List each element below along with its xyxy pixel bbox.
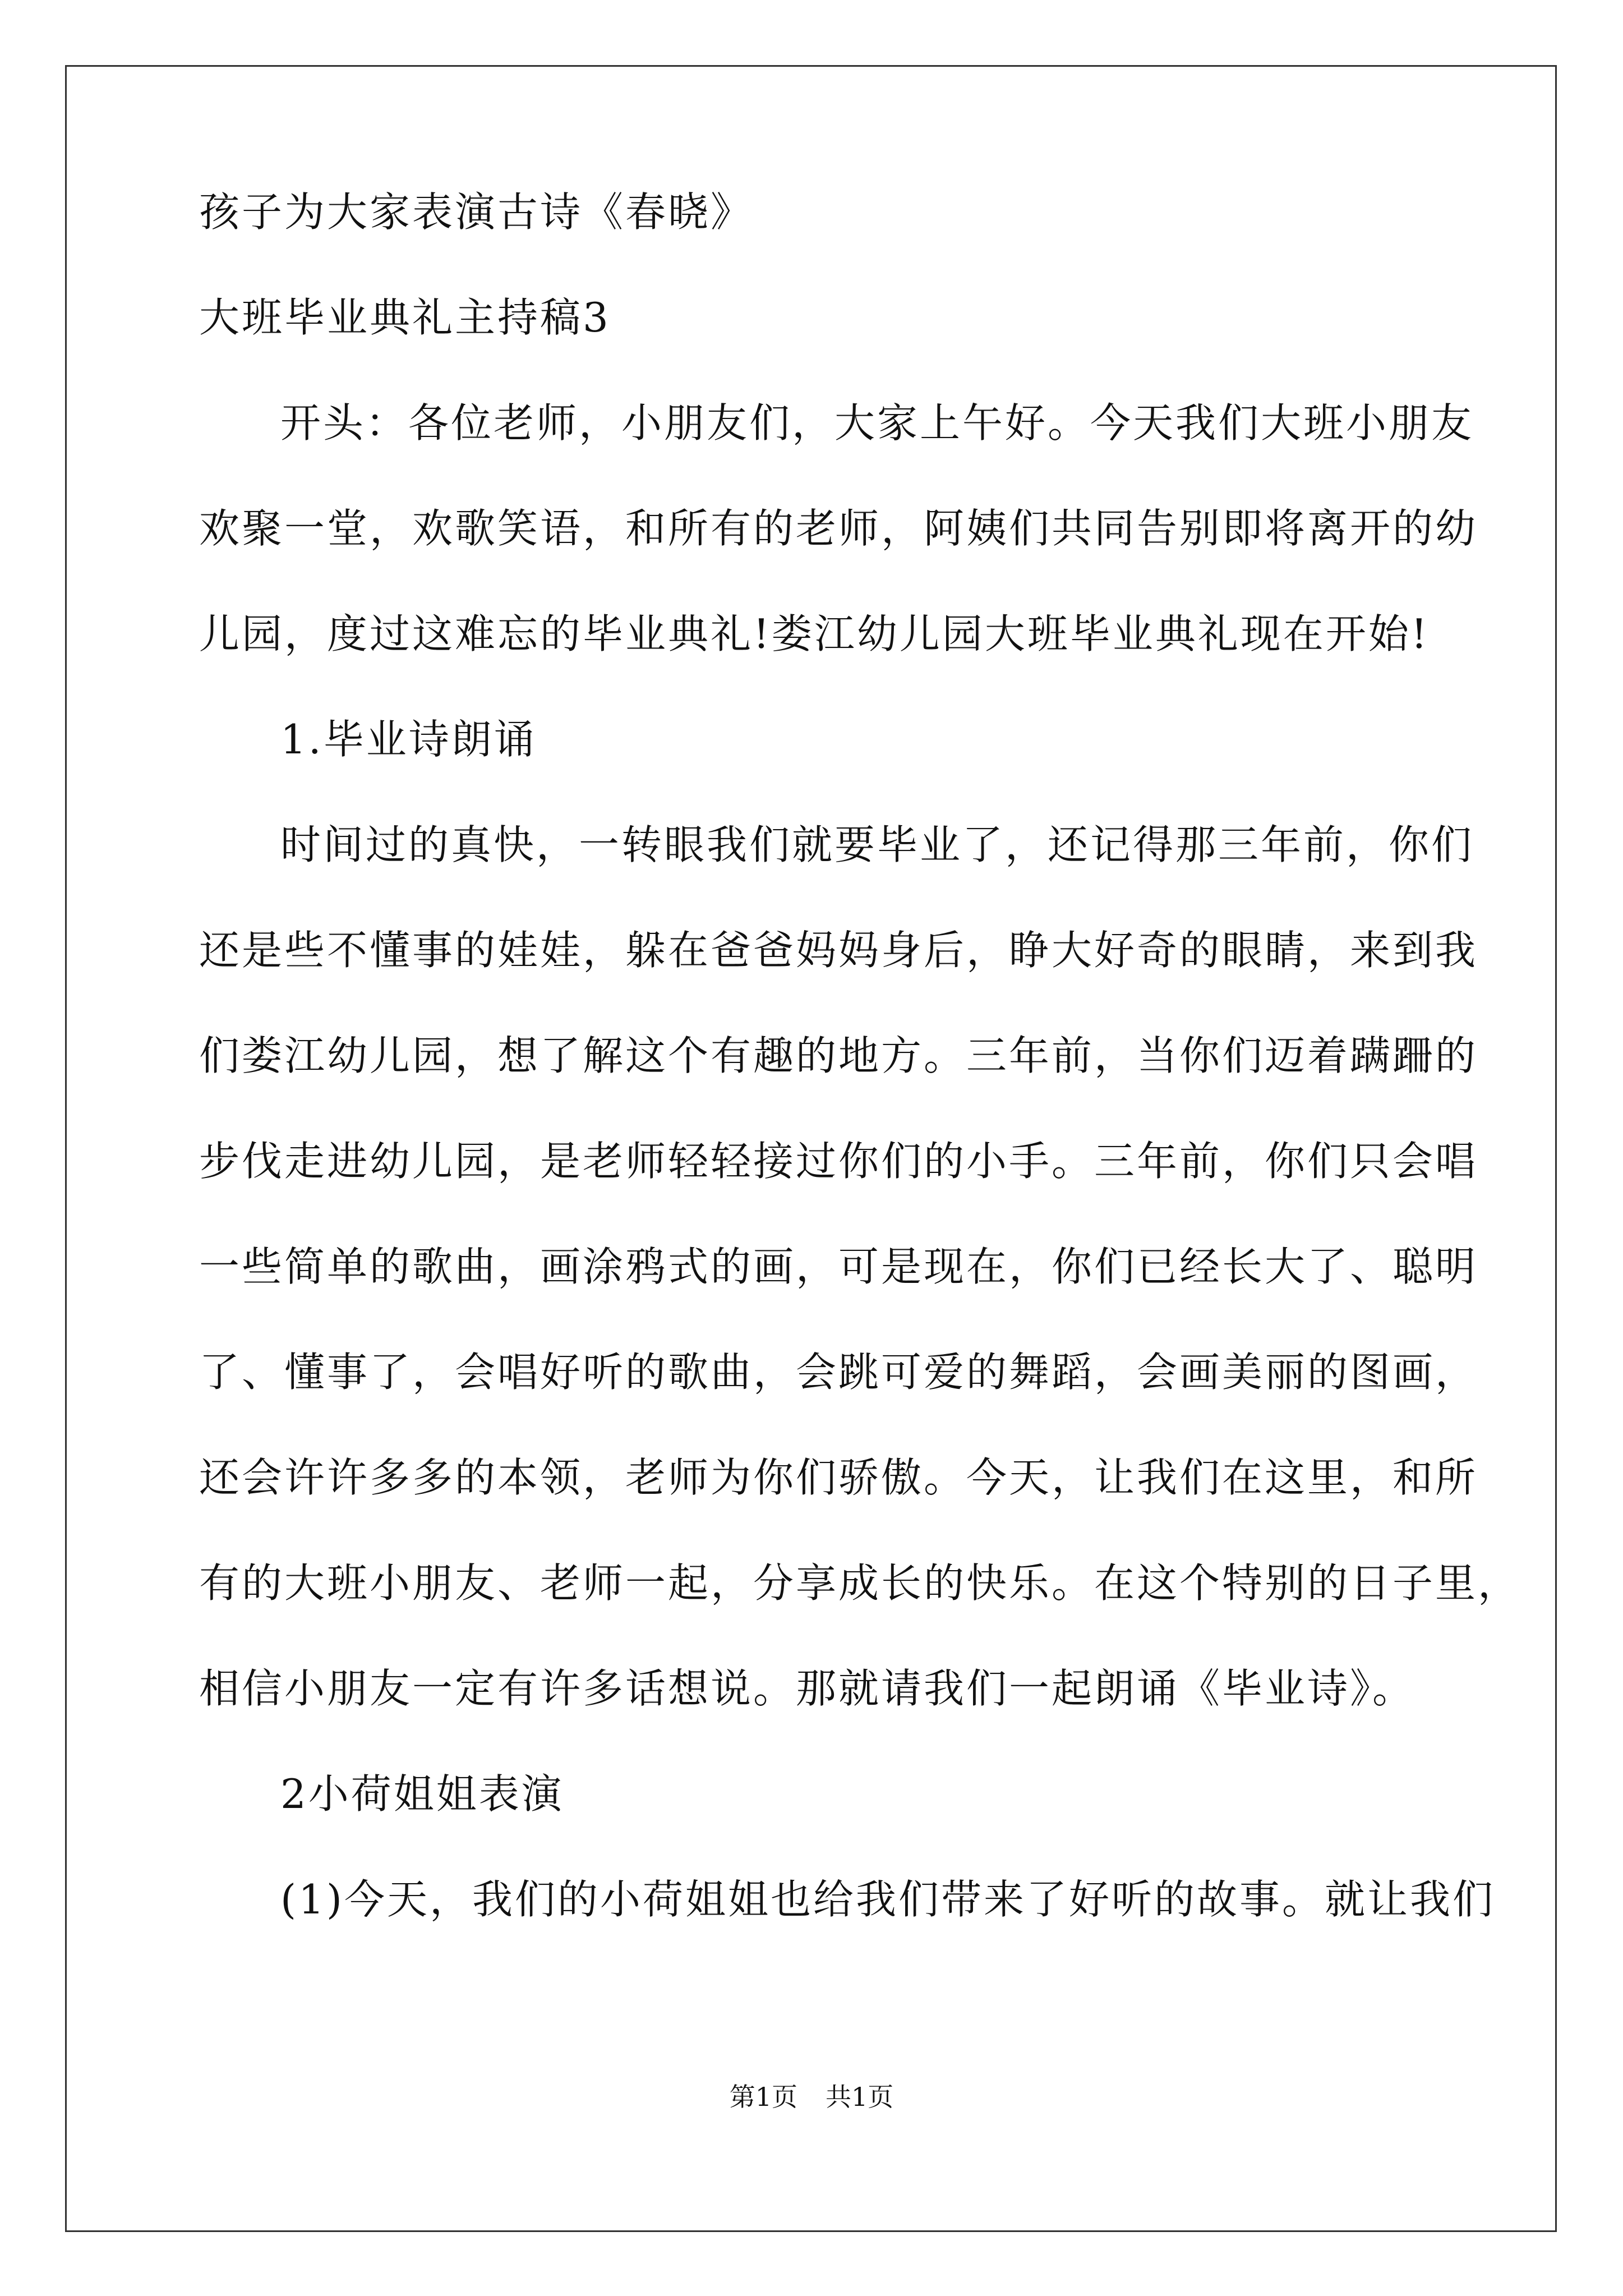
- paragraph-line: 相信小朋友一定有许多话想说。那就请我们一起朗诵《毕业诗》。: [199, 1665, 1415, 1712]
- list-heading: 2小荷姐姐表演: [280, 1770, 564, 1818]
- paragraph-line: (1)今天，我们的小荷姐姐也给我们带来了好听的故事。就让我们: [280, 1876, 1495, 1923]
- paragraph-line: 儿园，度过这难忘的毕业典礼!娄江幼儿园大班毕业典礼现在开始!: [199, 610, 1430, 657]
- paragraph-line: 欢聚一堂，欢歌笑语，和所有的老师，阿姨们共同告别即将离开的幼: [199, 505, 1478, 552]
- page-number: 第1页: [729, 2082, 797, 2112]
- document-line: 孩子为大家表演古诗《春晓》: [199, 188, 754, 236]
- paragraph-line: 步伐走进幼儿园，是老师轻轻接过你们的小手。三年前，你们只会唱: [199, 1138, 1478, 1185]
- list-heading: 1.毕业诗朗诵: [280, 716, 537, 763]
- paragraph-line: 还是些不懂事的娃娃，躲在爸爸妈妈身后，睁大好奇的眼睛，来到我: [199, 927, 1478, 974]
- paragraph-line: 开头：各位老师，小朋友们，大家上午好。今天我们大班小朋友: [280, 399, 1474, 447]
- paragraph-line: 还会许许多多的本领，老师为你们骄傲。今天，让我们在这里，和所: [199, 1454, 1478, 1501]
- paragraph-line: 了、懂事了，会唱好听的歌曲，会跳可爱的舞蹈，会画美丽的图画，: [199, 1349, 1478, 1396]
- paragraph-line: 有的大班小朋友、老师一起，分享成长的快乐。在这个特别的日子里，: [199, 1559, 1521, 1607]
- page-footer: [0, 2080, 1623, 2114]
- section-title: 大班毕业典礼主持稿3: [199, 294, 611, 341]
- paragraph-line: 一些简单的歌曲，画涂鸦式的画，可是现在，你们已经长大了、聪明: [199, 1243, 1478, 1290]
- paragraph-line: 们娄江幼儿园，想了解这个有趣的地方。三年前，当你们迈着蹒跚的: [199, 1032, 1478, 1079]
- page-total: 共1页: [826, 2082, 894, 2112]
- paragraph-line: 时间过的真快，一转眼我们就要毕业了，还记得那三年前，你们: [280, 821, 1474, 868]
